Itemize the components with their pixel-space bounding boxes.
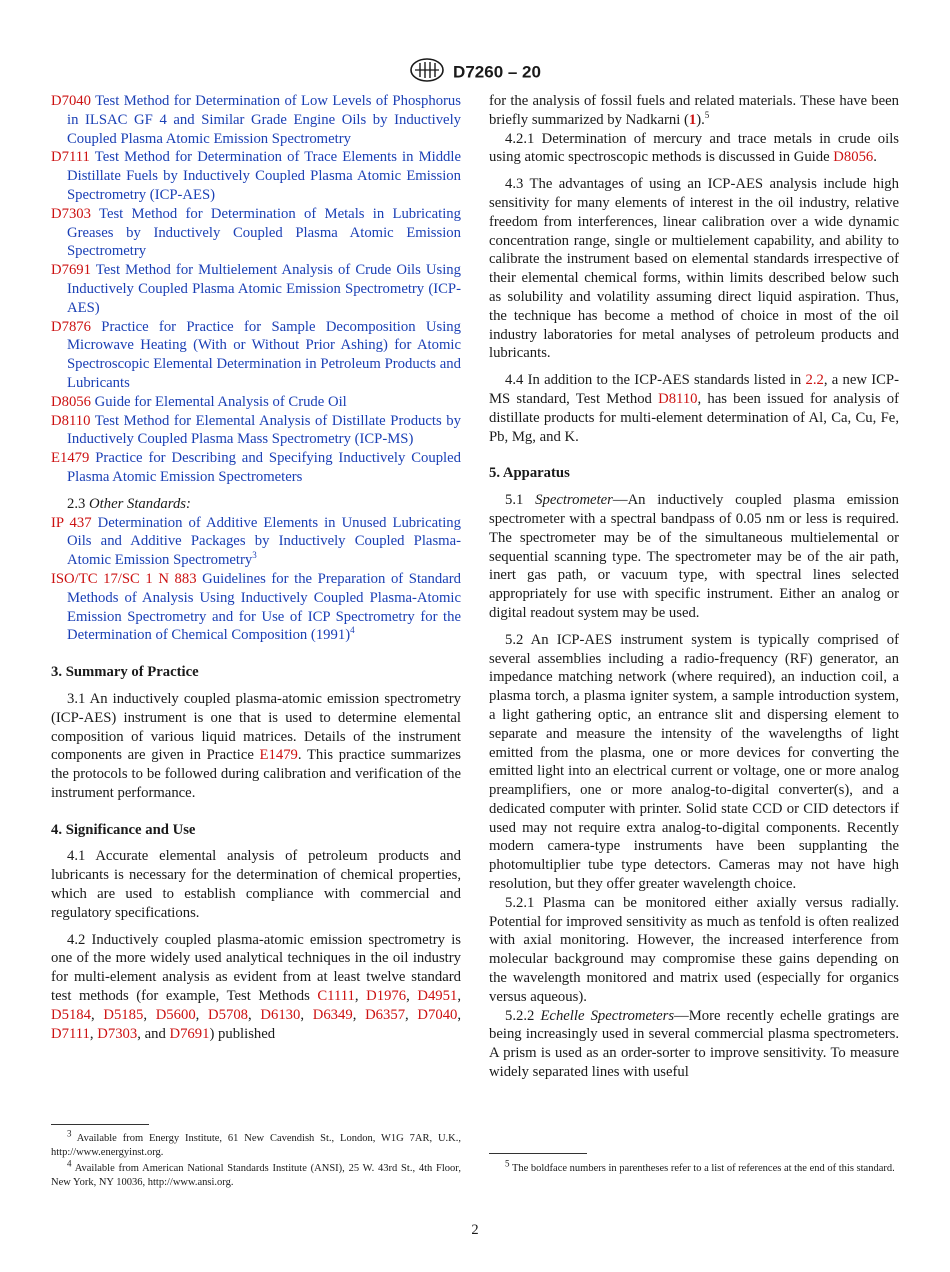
link-d4951[interactable]: D4951 <box>417 988 458 1005</box>
ref-item[interactable] <box>51 449 461 487</box>
para-4-2-continued: for the analysis of fossil fuels and related materials. These have been briefly summarized by Nadkarni (1).$^5$ <box>489 93 899 128</box>
ref-item[interactable] <box>51 148 461 204</box>
para-4-2-1: 4.2.1 Determination of mercury and trace metals in crude oils using atomic spectroscopic methods is discussed in Guide D8056. <box>489 130 899 166</box>
other-standards-heading: 2.3 Other Standards: <box>67 495 191 512</box>
para-5-2: 5.2 An ICP-AES instrument system is typically comprised of several assemblies including a radio-frequency (RF) generator, an impedance matching network (where required), an induction coil, a plasma torch, a plasma igniter system, a sample introduction system, a light gathering optic, an entrance slit and dispersing element to separate and measure the intensity of the wavelengths of light emitted from the plasma, one or more devices for converting the emitted light into an electrical current or voltage, one or more analog preamplifiers, one or more analog-to-digital converter(s), and a dedicated computer with printer. Solid state CCD or CID detectors if used may not require extra analog-to-digital components. Recently modern camera-type instruments have been supplanting the photomultiplier tube type detectors. Cameras may not have high resolution, but they offer greater wavelength choice. <box>489 631 899 893</box>
ref-title: Test Method for Determination of Trace Elements in Middle Distillate Fuels by Inductively Coupled Plasma Atomic Emission Spectrometry (ICP-AES) <box>67 149 461 203</box>
ref-code[interactable]: D7691 <box>51 262 91 279</box>
link-d5708[interactable]: D5708 <box>208 1006 249 1023</box>
ref-title: Test Method for Determination of Metals in Lubricating Greases by Inductively Coupled Plasma Atomic Emission Spectrometry <box>67 205 461 260</box>
ref-title: Guide for Elemental Analysis of Crude Oil <box>90 393 347 410</box>
ref-code[interactable]: D7876 <box>51 318 91 335</box>
section-3-heading: 3. Summary of Practice <box>51 664 199 681</box>
footnote-rule <box>51 1124 149 1125</box>
page-header <box>0 58 950 87</box>
ref-code[interactable]: D8056 <box>51 393 91 410</box>
footnote-marker: 5 <box>704 109 710 120</box>
para-5-2-2: 5.2.2 Echelle Spectrometers—More recently echelle gratings are being increasingly used in several commercial plasma spectrometers. A prism is used as an order-sorter to improve sensitivity. To measure widely separated lines with useful <box>489 1007 899 1081</box>
link-ref-1[interactable]: 1 <box>688 111 697 128</box>
ref-title: Guidelines for the Preparation of Standard Methods of Analysis Using Inductively Coupled Plasma-Atomic Emission Spectrometry and for Use of ICP Spectrometry for the Determination of Chemical Composition (1991) <box>67 570 461 644</box>
referenced-documents-list <box>51 92 461 487</box>
link-c1111[interactable]: C1111 <box>317 988 355 1005</box>
page-number: 2 <box>471 1222 479 1238</box>
link-d6130[interactable]: D6130 <box>260 1006 301 1023</box>
ref-code[interactable]: E1479 <box>51 450 90 467</box>
ref-item[interactable] <box>51 318 461 393</box>
section-5-heading: 5. Apparatus <box>489 465 570 482</box>
echelle-term: Echelle Spectrometers <box>540 1007 675 1024</box>
spectrometer-term: Spectrometer <box>535 492 613 509</box>
ref-code[interactable]: D7040 <box>51 93 91 109</box>
ref-title: Test Method for Elemental Analysis of Distillate Products by Inductively Coupled Plasma Mass Spectrometry (ICP-MS) <box>67 412 461 448</box>
ref-title: Test Method for Determination of Low Levels of Phosphorus in ILSAC GF 4 and Similar Grade Engine Oils by Inductively Coupled Plasma Atomic Emission Spectrometry <box>67 93 461 147</box>
ref-code[interactable]: D7303 <box>51 205 91 222</box>
ref-item[interactable] <box>51 92 461 148</box>
link-d7111[interactable]: D7111 <box>51 1025 90 1042</box>
para-4-4: 4.4 In addition to the ICP-AES standards listed in 2.2, a new ICP-MS standard, Test Method D8110, has been issued for analysis of distillate products for multi-element determination of Al, Ca, Cu, Fe, Pb, Mg, and K. <box>489 372 900 445</box>
left-column <box>51 92 461 1043</box>
footnote-rule <box>489 1153 587 1154</box>
para-3-1: 3.1 An inductively coupled plasma-atomic emission spectrometry (ICP-AES) instrument is one that is used to determine elemental composition of various liquid matrices. Details of the instrument components are given in Practice E1479. This practice summarizes the protocols to be followed during calibration and verification of the instrument performance. <box>51 690 461 801</box>
para-4-1: 4.1 Accurate elemental analysis of petroleum products and lubricants is necessary for the determination of chemical properties, which are used to establish compliance with commercial and regulatory specifications. <box>51 848 461 921</box>
ref-item[interactable] <box>51 205 461 261</box>
link-d8056[interactable]: D8056 <box>833 149 874 166</box>
footnote-marker: 4 <box>350 625 355 636</box>
ref-title: Test Method for Multielement Analysis of Crude Oils Using Inductively Coupled Plasma Atomic Emission Spectrometry (ICP-AES) <box>67 262 461 316</box>
link-d5185[interactable]: D5185 <box>103 1006 144 1023</box>
right-column <box>489 92 899 1082</box>
link-d1976[interactable]: D1976 <box>366 988 407 1005</box>
ref-code[interactable]: ISO/TC 17/SC 1 N 883 <box>51 570 197 587</box>
link-d7691[interactable]: D7691 <box>169 1025 210 1042</box>
footnote-4: $^4$ Available from American National Standards Institute (ANSI), 25 W. 43rd St., 4th Floor, New York, NY 10036, http://www.ansi.org. <box>51 1158 462 1188</box>
footnote-marker: 3 <box>252 550 257 561</box>
document-designation: D7260 – 20 <box>453 62 541 82</box>
other-standards-title: Other Standards: <box>89 495 191 512</box>
ref-item[interactable] <box>51 261 461 317</box>
astm-logo-icon <box>409 58 445 87</box>
footnote-3: $^3$ Available from Energy Institute, 61 New Cavendish St., London, W1G 7AR, U.K., http://www.energyinst.org. <box>51 1128 461 1158</box>
link-2-2[interactable]: 2.2 <box>805 372 824 389</box>
link-d8110[interactable]: D8110 <box>658 390 698 407</box>
link-d6349[interactable]: D6349 <box>312 1006 353 1023</box>
ref-code[interactable]: IP 437 <box>51 514 92 531</box>
ref-title: Determination of Additive Elements in Unused Lubricating Oils and Additive Packages by Inductively Coupled Plasma-Atomic Emission Spectrometry <box>67 514 461 569</box>
para-4-3: 4.3 The advantages of using an ICP-AES analysis include high sensitivity for many elements of interest in the oil industry, relative freedom from interferences, linear calibration over a wide dynamic concentration range, single or multielement capability, and ability to calibrate the instrument based on elemental standards irrespective of their elemental chemical forms, within limits described below such as solubility and volatility assuming direct liquid aspiration. Thus, the technique has become a method of choice in most of the oil industry laboratories for metal analyses of petroleum products and lubricants. <box>489 176 899 362</box>
ref-code[interactable]: D8110 <box>51 412 91 429</box>
link-d7303[interactable]: D7303 <box>97 1025 138 1042</box>
ref-title: Practice for Describing and Specifying Inductively Coupled Plasma Atomic Emission Spectrometers <box>67 450 461 485</box>
section-4-heading: 4. Significance and Use <box>51 821 196 838</box>
link-d5184[interactable]: D5184 <box>51 1006 91 1023</box>
ref-title: Practice for Practice for Sample Decomposition Using Microwave Heating (With or Without Prior Ashing) for Atomic Spectroscopic Elemental Determination in Petroleum Products and Lubricants <box>67 318 461 391</box>
ref-item-ip437[interactable] <box>51 514 461 570</box>
ref-item-iso[interactable] <box>51 570 461 645</box>
footnote-5: $^5$ The boldface numbers in parentheses refer to a list of references at the end of this standard. <box>505 1158 895 1174</box>
ref-item[interactable] <box>51 393 461 412</box>
ref-code[interactable]: D7111 <box>51 149 90 166</box>
link-d7040[interactable]: D7040 <box>417 1006 458 1023</box>
para-4-2: 4.2 Inductively coupled plasma-atomic emission spectrometry is one of the more widely used analytical techniques in the oil industry for multi-element analysis as evident from at least twelve standard test methods (for example, Test Methods C1111, D1976, D4951, D5184, D5185, D5600, D5708, D6130, D6349, D6357, D7040, D7111, D7303, and D7691) published <box>51 931 462 1042</box>
ref-item[interactable] <box>51 412 461 450</box>
para-5-1: 5.1 Spectrometer—An inductively coupled plasma emission spectrometer with a spectral bandpass of 0.05 nm or less is required. The spectrometer may be of the simultaneous multielemental or sequential scanning type. The spectrometer may be of the air path, inert gas path, or vacuum type, with spectral lines selected appropriately for use with specific instrument. Either an analog or digital readout system may be used. <box>489 492 899 621</box>
link-e1479[interactable]: E1479 <box>259 747 298 764</box>
para-5-2-1: 5.2.1 Plasma can be monitored either axially versus radially. Potential for improved sensitivity as much as tenfold is often realized with axial monitoring. However, the increased interference from molecular background may compromise these gains depending on the wavelength monitored and matrix used (especially for organics versus aqueous). <box>489 894 899 1005</box>
link-d5600[interactable]: D5600 <box>155 1006 196 1023</box>
link-d6357[interactable]: D6357 <box>365 1006 406 1023</box>
